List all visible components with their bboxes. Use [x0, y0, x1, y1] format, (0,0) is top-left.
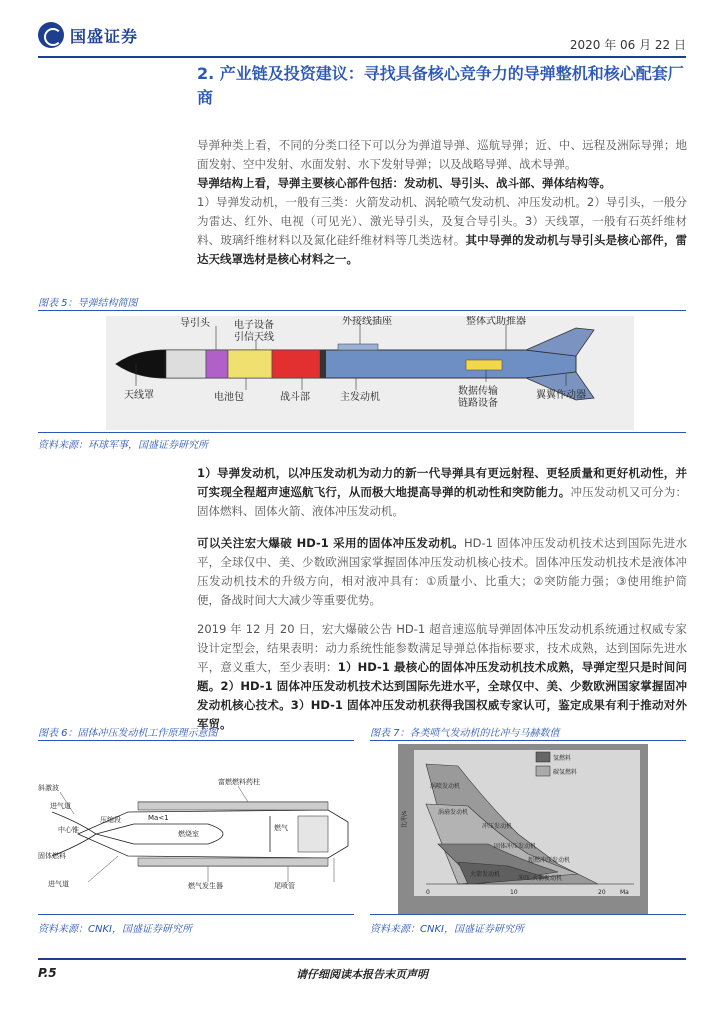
fig6-nozzle-label: 尾喷管: [274, 882, 295, 890]
fig7-engine-solid-ramjet: 固体冲压发动机: [494, 843, 537, 850]
fig6-chamber-label: 燃烧室: [178, 830, 199, 838]
ramjet-p2-bold: 可以关注宏大爆破 HD-1 采用的固体冲压发动机。: [197, 536, 465, 550]
figure5-rule: [38, 310, 686, 311]
fig7-engine-scramjet: 超燃冲压发动机: [528, 857, 571, 864]
figure5-label: 图表 5：导弹结构简图: [38, 298, 138, 309]
fig6-top-label: 富燃燃料药柱: [218, 778, 260, 786]
fig7-engine-ramjet: 冲压发动机: [482, 823, 513, 830]
ramjet-paragraph-1: [197, 464, 687, 521]
figure7-rule: [370, 740, 686, 741]
label-warhead: 战斗部: [280, 392, 310, 403]
company-logo: [38, 22, 138, 48]
label-booster: 整体式助推器: [466, 316, 526, 327]
label-actuator: 翼翼作动器: [536, 390, 586, 401]
fig7-legend-hydrocarbon: 碳氢燃料: [553, 769, 578, 776]
ramjet-p2-rest: HD-1 固体冲压发动机技术达到国际先进水平，全球仅中、美、少数欧洲国家掌握固体冲压发动机核心技术。固体冲压发动机技术是液体冲压发动机技术的升级方向，相对液冲具有：①质量小、比重大；②突防能力强；③使用维护简便，备战时间大大减少等重要优势。: [197, 536, 687, 607]
fig6-plug-label: 进气道: [48, 880, 69, 888]
figure5-source: 资料来源：环球军事，国盛证券研究所: [38, 440, 208, 451]
fig7-engine-ramrocket: 冲压-火箭发动机: [518, 875, 563, 882]
figure7-source: 资料来源：CNKI，国盛证券研究所: [370, 924, 524, 935]
footer-disclaimer: 请仔细阅读本报告末页声明: [296, 968, 428, 981]
header-divider: [38, 56, 686, 58]
ramjet-p3-a: 2019 年 12 月 20 日，宏大爆破公告 HD-1 超音速巡航导弹固体冲压发动机系统通过权威专家设计定型会，结果表明：动力系统性能参数满足导弹总体指标要求，技术成熟，达到国际先进水平，意义重大，至少表明：: [197, 622, 687, 674]
label-seeker: 导引头: [180, 318, 210, 329]
ramjet-paragraph-3: [197, 620, 687, 734]
fig7-xlabel: Ma: [620, 889, 629, 896]
fig6-center-label: 中心锥: [58, 826, 79, 834]
fig6-inlet-top-label: 进气道: [50, 802, 71, 810]
fig6-compress-label: 压缩段: [100, 816, 121, 824]
intro-structure-bold: 导弹结构上看，导弹主要核心部件包括：发动机、导引头、战斗部、弹体结构等。: [197, 176, 611, 190]
intro-line3: 1）导弹发动机，一般有三类：火箭发动机、涡轮喷气发动机、冲压发动机。2）导引头，一般分为雷达、红外、电视（可见光）、激光导引头，及复合导引头。3）天线罩，一般有石英纤维材料、玻璃纤维材料以及氮化硅纤维材料等几类选材。: [197, 195, 687, 247]
fig6-generator-label: 燃气发生器: [188, 882, 223, 890]
logo-icon: [38, 22, 64, 48]
figure6-source: 资料来源：CNKI，国盛证券研究所: [38, 924, 192, 935]
fig7-engine-rocket: 火箭发动机: [470, 871, 501, 878]
ramjet-p3-bold: 1）HD-1 最核心的固体冲压发动机技术成熟，导弹定型只是时间问题。2）HD-1 固体冲压发动机技术达到国际先进水平，全球仅中、美、少数欧洲国家掌握固冲发动机核心技术。3）HD-1 固体冲压发动机获得我国权威专家认可，鉴定成果有利于推动对外军贸。: [197, 660, 687, 731]
ramjet-principle-diagram: [38, 772, 354, 890]
missile-structure-diagram: [106, 316, 634, 430]
label-antenna: 引信天线: [234, 332, 274, 343]
figure5-bottom-rule: [38, 432, 686, 433]
label-electronics: 电子设备: [234, 320, 274, 331]
label-battery: 电池包: [214, 392, 244, 403]
fig7-engine-turbofan: 涡扇发动机: [438, 809, 469, 816]
label-radome: 天线罩: [124, 390, 154, 401]
label-datalink-1: 数据传输: [458, 386, 498, 397]
label-engine: 主发动机: [340, 392, 380, 403]
fig7-xtick-10: 10: [510, 889, 518, 896]
figure7-bottom-rule: [370, 914, 686, 915]
figure6-bottom-rule: [38, 914, 354, 915]
fig7-xtick-20: 20: [598, 889, 606, 896]
report-date: 2020 年 06 月 22 日: [569, 38, 686, 52]
logo-text: 国盛证券: [70, 26, 139, 46]
figure6-label: 图表 6：固体冲压发动机工作原理示意图: [38, 728, 218, 739]
fig6-shock-label: 斜激波: [38, 784, 59, 792]
fig6-mach-label: Ma<1: [148, 814, 169, 822]
ramjet-p1-rest: 冲压发动机又可分为：固体燃料、固体火箭、液体冲压发动机。: [197, 485, 688, 518]
fig6-fuel-label: 固体燃料: [38, 852, 66, 860]
fig7-engine-turbojet: 涡喷发动机: [430, 783, 461, 790]
fig6-gas-label: 燃气: [274, 824, 288, 832]
label-plug: 外接线插座: [342, 316, 392, 327]
specific-impulse-chart: [398, 744, 648, 914]
ramjet-p1-bold: 1）导弹发动机，以冲压发动机为动力的新一代导弹具有更远射程、更轻质量和更好机动性，并可实现全程超声速巡航飞行，从而极大地提高导弹的机动性和突防能力。: [197, 466, 687, 499]
fig7-ylabel: 比冲/s: [401, 810, 408, 828]
section-title: 2. 产业链及投资建议：寻找具备核心竞争力的导弹整机和核心配套厂商: [197, 64, 684, 107]
figure7-label: 图表 7：各类喷气发动机的比冲与马赫数值: [370, 728, 560, 739]
figure6-rule: [38, 740, 354, 741]
fig7-legend-hydrogen: 氢燃料: [553, 755, 572, 762]
intro-paragraph: [197, 136, 687, 269]
page-number: P.5: [38, 966, 57, 980]
ramjet-paragraph-2: [197, 534, 687, 610]
intro-core-bold: 其中导弹的发动机与导引头是核心部件，雷达天线罩选材是核心材料之一。: [197, 233, 688, 266]
label-datalink-2: 链路设备: [458, 398, 498, 409]
footer-divider: [38, 958, 686, 960]
intro-line1: 导弹种类上看，不同的分类口径下可以分为弹道导弹、巡航导弹；近、中、远程及洲际导弹；地面发射、空中发射、水面发射、水下发射导弹；以及战略导弹、战术导弹。: [197, 138, 687, 171]
fig7-xtick-0: 0: [426, 889, 430, 896]
